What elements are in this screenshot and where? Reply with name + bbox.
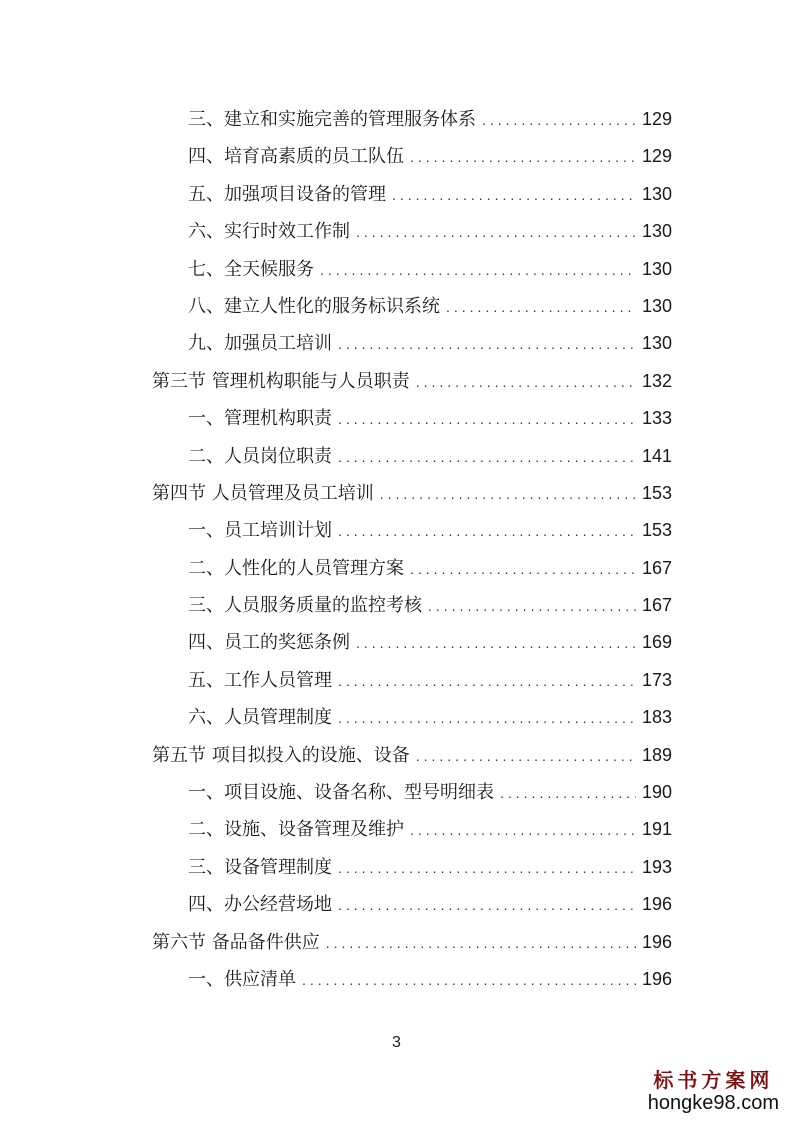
toc-entry-label: 二、人员岗位职责 [188, 445, 332, 467]
toc-entry-label: 四、培育高素质的员工队伍 [188, 146, 404, 168]
toc-dot-leader [428, 588, 636, 625]
toc-entry-page: 129 [641, 109, 672, 129]
toc-dot-leader [326, 925, 636, 962]
toc-section-entry[interactable] [152, 475, 672, 512]
toc-subsection-entry[interactable] [152, 699, 672, 736]
watermark-name: 标书方案网 [653, 1068, 774, 1092]
toc-subsection-entry[interactable] [152, 849, 672, 886]
toc-dot-leader [338, 850, 636, 887]
toc-dot-leader [446, 289, 636, 326]
toc-entry-label: 七、全天候服务 [188, 258, 314, 280]
toc-entry-page: 153 [641, 520, 672, 541]
page-number: 3 [392, 1034, 401, 1051]
toc-entry-label: 三、设备管理制度 [188, 856, 332, 878]
toc-dot-leader [338, 663, 636, 700]
toc-entry-label: 一、管理机构职责 [188, 408, 332, 430]
toc-entry-label: 一、员工培训计划 [188, 520, 332, 542]
toc-entry-page: 130 [641, 333, 672, 354]
toc-entry-page: 183 [641, 707, 672, 728]
toc-entry-label: 三、人员服务质量的监控考核 [188, 595, 422, 617]
toc-dot-leader [482, 102, 636, 139]
toc-dot-leader [338, 439, 636, 476]
toc-dot-leader [410, 139, 636, 176]
toc-entry-page: 189 [641, 744, 672, 765]
toc-entry-label: 第三节 管理机构职能与人员职责 [152, 370, 410, 392]
toc-entry-label: 第六节 备品备件供应 [152, 931, 320, 953]
toc-section-entry[interactable] [152, 924, 672, 961]
toc-dot-leader [416, 364, 636, 401]
toc-entry-label: 五、加强项目设备的管理 [188, 183, 386, 205]
toc-subsection-entry[interactable] [152, 400, 672, 437]
toc-subsection-entry[interactable] [152, 512, 672, 549]
toc-entry-page: 153 [641, 482, 672, 503]
toc-entry-label: 二、人性化的人员管理方案 [188, 557, 404, 579]
toc-dot-leader [356, 625, 636, 662]
toc-entry-page: 132 [641, 370, 672, 391]
toc-entry-label: 九、加强员工培训 [188, 333, 332, 355]
toc-subsection-entry[interactable] [152, 811, 672, 848]
toc-entry-page: 169 [641, 632, 672, 653]
toc-entry-label: 一、项目设施、设备名称、型号明细表 [188, 782, 494, 804]
toc-entry-label: 六、实行时效工作制 [188, 221, 350, 243]
toc-subsection-entry[interactable] [152, 774, 672, 811]
toc-entry-page: 196 [641, 931, 672, 952]
toc-entry-page: 193 [641, 856, 672, 877]
toc-dot-leader [500, 775, 636, 812]
toc-entry-label: 六、人员管理制度 [188, 707, 332, 729]
toc-entry-label: 第四节 人员管理及员工培训 [152, 482, 374, 504]
toc-subsection-entry[interactable] [152, 587, 672, 624]
toc-subsection-entry[interactable] [152, 550, 672, 587]
watermark-logo [648, 1070, 779, 1113]
watermark-url: hongke98.com [647, 1092, 779, 1114]
toc-entry-page: 130 [641, 183, 672, 204]
toc-dot-leader [356, 214, 636, 251]
toc-entry-label: 四、办公经营场地 [188, 894, 332, 916]
toc-dot-leader [380, 476, 636, 513]
toc-entry-label: 八、建立人性化的服务标识系统 [188, 295, 440, 317]
toc-section-entry[interactable] [152, 363, 672, 400]
toc-subsection-entry[interactable] [152, 288, 672, 325]
toc-entry-page: 141 [641, 445, 672, 466]
toc-entry-page: 196 [641, 894, 672, 915]
toc-entry-page: 190 [641, 782, 672, 803]
toc-entry-page: 133 [641, 408, 672, 429]
toc-dot-leader [338, 887, 636, 924]
toc-dot-leader [338, 326, 636, 363]
toc-entry-label: 二、设施、设备管理及维护 [188, 819, 404, 841]
toc-dot-leader [410, 812, 636, 849]
toc-subsection-entry[interactable] [152, 176, 672, 213]
toc-dot-leader [338, 513, 636, 550]
toc-entry-page: 196 [641, 968, 672, 989]
toc-dot-leader [416, 738, 636, 775]
toc-subsection-entry[interactable] [152, 624, 672, 661]
toc-entry-page: 130 [641, 221, 672, 242]
toc-entry-label: 五、工作人员管理 [188, 669, 332, 691]
toc-dot-leader [320, 252, 636, 289]
toc-entry-label: 三、建立和实施完善的管理服务体系 [188, 109, 476, 130]
toc-subsection-entry[interactable] [152, 213, 672, 250]
toc-entry-page: 173 [641, 669, 672, 690]
toc-entry-page: 167 [641, 557, 672, 578]
toc-entry-page: 130 [641, 295, 672, 316]
toc-subsection-entry[interactable] [152, 138, 672, 175]
table-of-contents [152, 101, 672, 998]
toc-entry-page: 129 [641, 146, 672, 167]
toc-subsection-entry[interactable] [152, 251, 672, 288]
toc-subsection-entry[interactable] [152, 325, 672, 362]
toc-entry-label: 四、员工的奖惩条例 [188, 632, 350, 654]
toc-entry-page: 167 [641, 595, 672, 616]
toc-section-entry[interactable] [152, 737, 672, 774]
toc-subsection-entry[interactable] [152, 662, 672, 699]
toc-dot-leader [338, 401, 636, 438]
toc-subsection-entry[interactable] [152, 101, 672, 138]
toc-dot-leader [338, 700, 636, 737]
toc-dot-leader [302, 962, 636, 999]
toc-dot-leader [392, 177, 636, 214]
toc-entry-page: 191 [641, 819, 672, 840]
toc-subsection-entry[interactable] [152, 438, 672, 475]
toc-entry-page: 130 [641, 258, 672, 279]
toc-subsection-entry[interactable] [152, 886, 672, 923]
toc-entry-label: 第五节 项目拟投入的设施、设备 [152, 744, 410, 766]
toc-subsection-entry[interactable] [152, 961, 672, 998]
toc-dot-leader [410, 551, 636, 588]
toc-entry-label: 一、供应清单 [188, 968, 296, 990]
